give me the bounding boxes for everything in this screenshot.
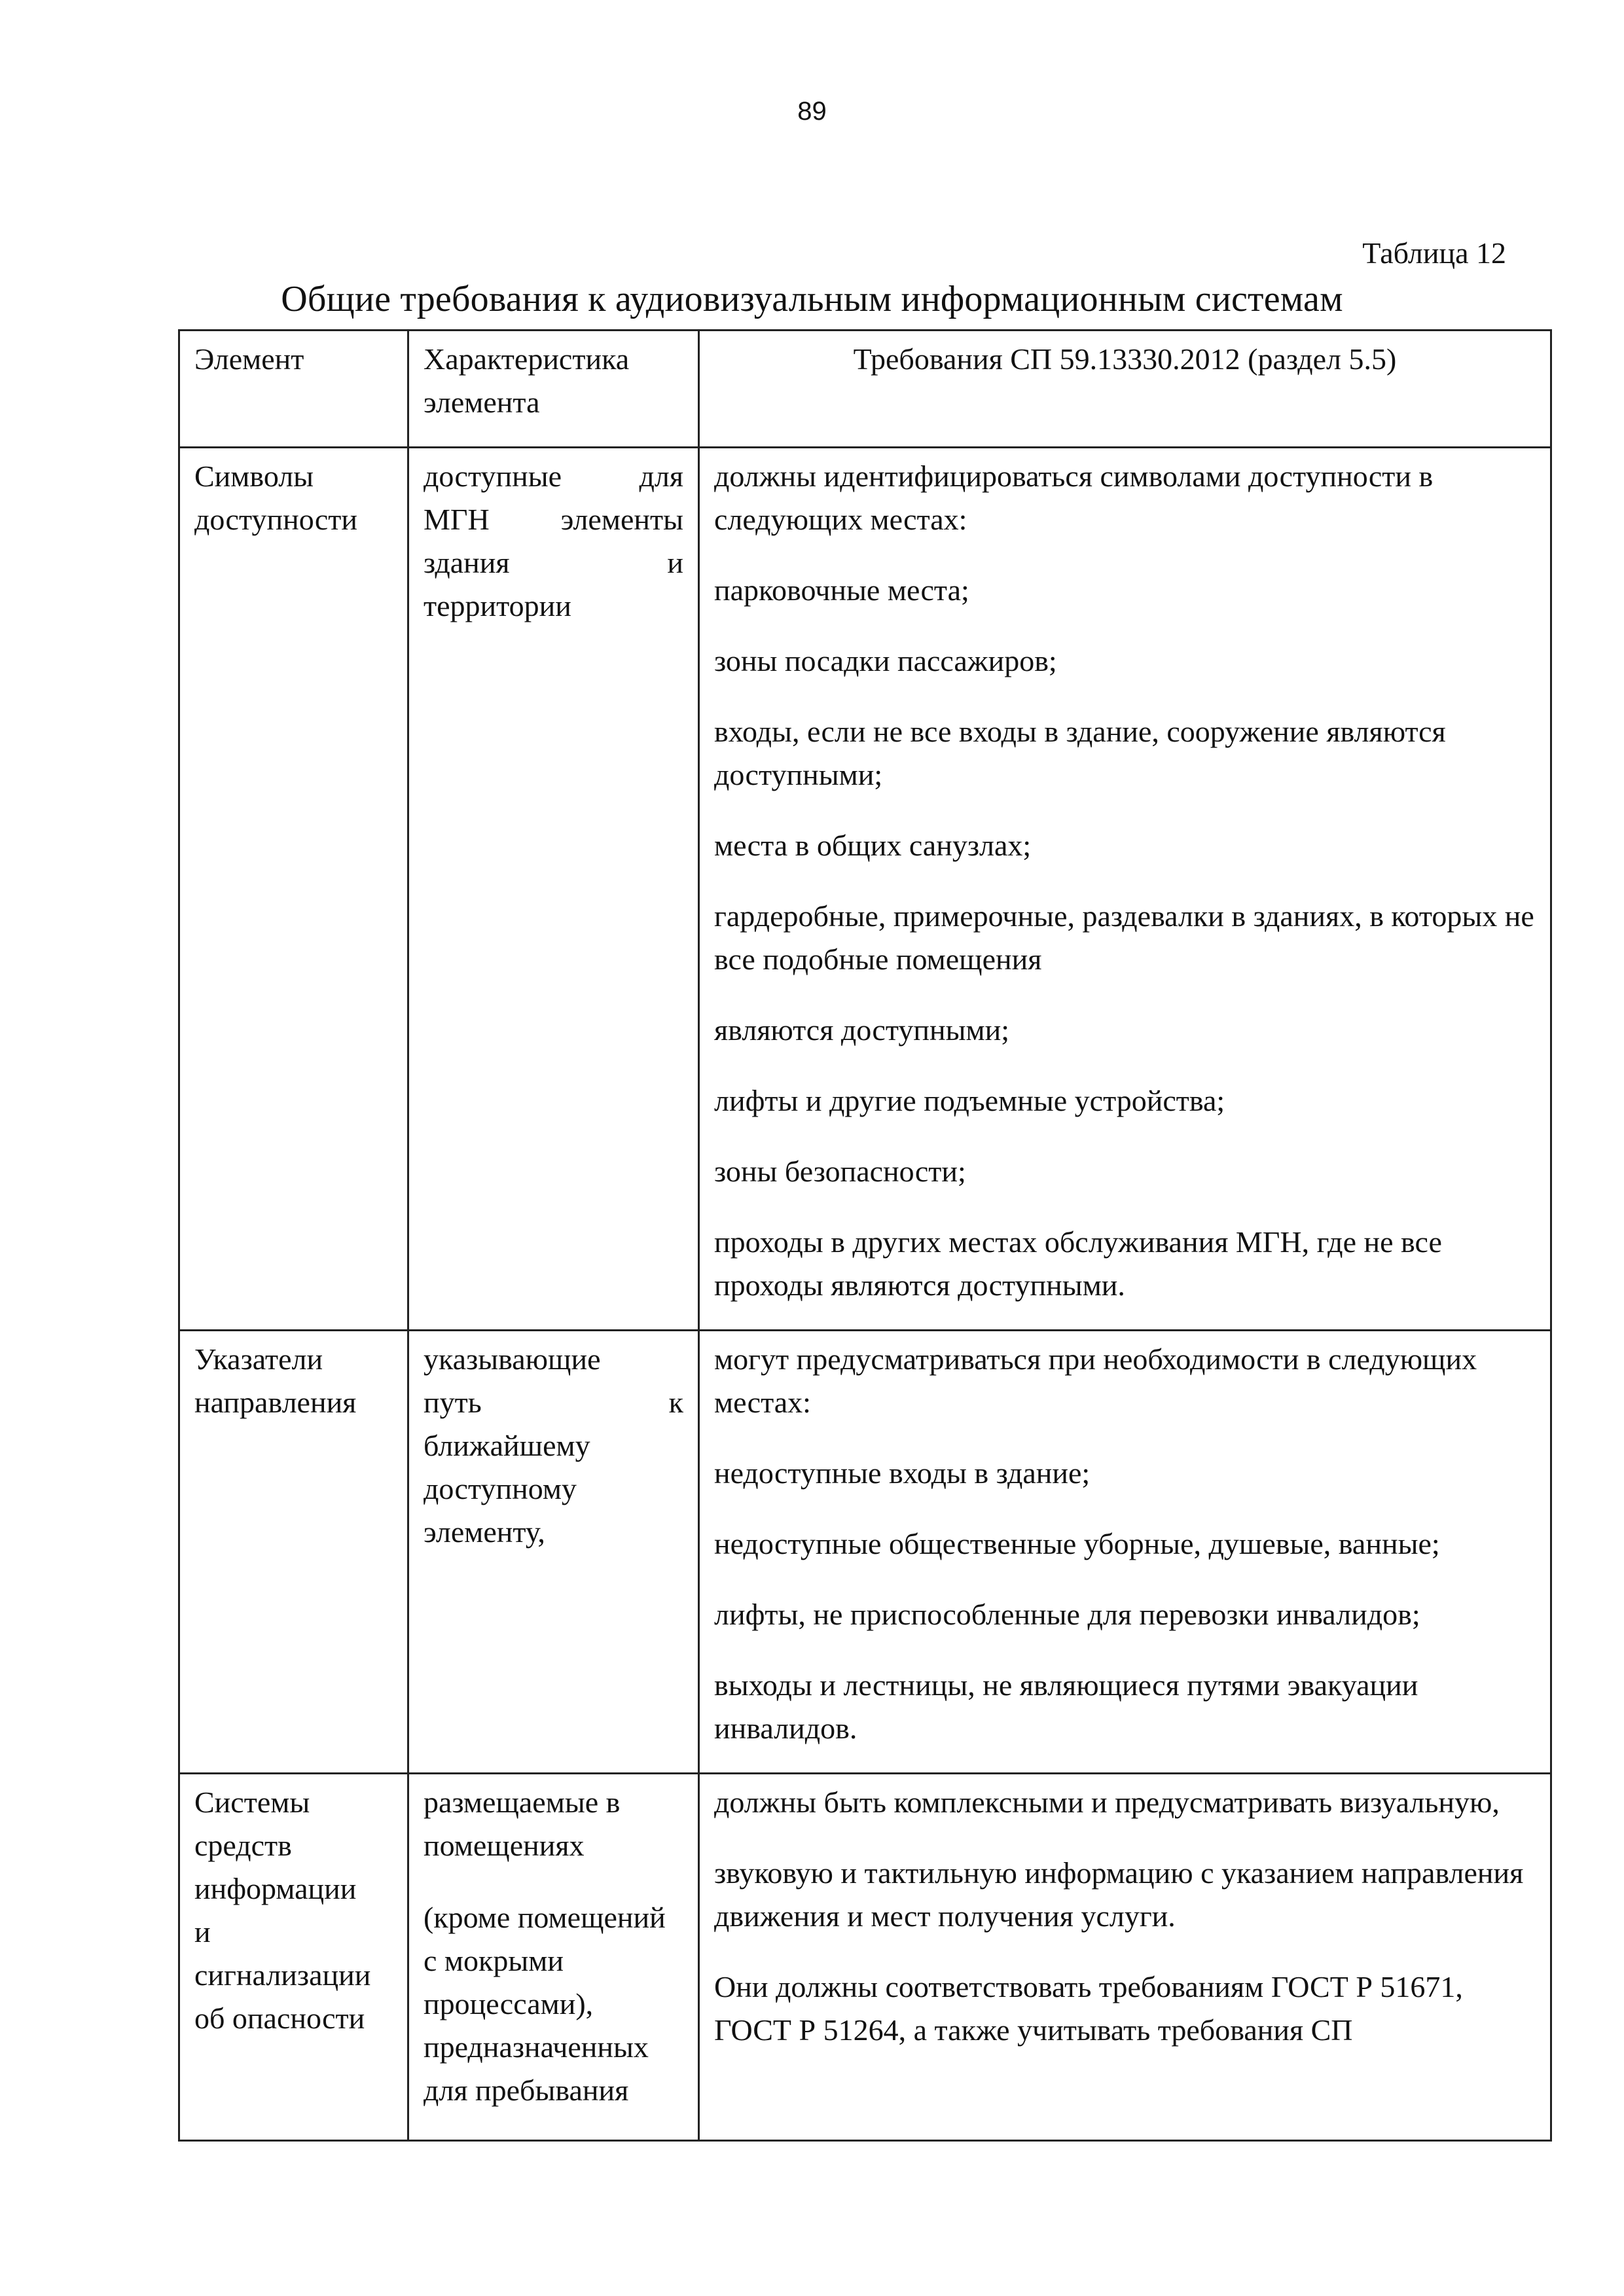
table-title: Общие требования к аудиовизуальным информационным системам <box>281 279 1343 319</box>
element-line: сигнализации <box>194 1958 371 1992</box>
characteristic-line <box>424 498 683 541</box>
element-line: средств <box>194 1829 292 1862</box>
characteristic-line <box>424 541 683 584</box>
header-element: Элемент <box>179 331 408 448</box>
characteristic-line <box>424 1381 683 1424</box>
characteristic-paragraph: (кроме помещений с мокрыми процессами), предназначенных для пребывания <box>424 1901 666 2107</box>
table-header-row <box>179 331 1551 448</box>
table-label: Таблица 12 <box>1362 236 1506 270</box>
table-row <box>179 1774 1551 2141</box>
requirement-item: входы, если не все входы в здание, сооружение являются доступными; <box>714 715 1446 791</box>
characteristic-word: и <box>667 546 683 579</box>
row-characteristic <box>408 448 699 1331</box>
requirement-item: зоны безопасности; <box>714 1155 966 1188</box>
element-line: Системы <box>194 1785 310 1819</box>
requirement-item: Они должны соответствовать требованиям ГОСТ Р 51671, ГОСТ Р 51264, а также учитывать требования СП <box>714 1970 1463 2047</box>
requirement-item: недоступные входы в здание; <box>714 1456 1091 1490</box>
table-row <box>179 448 1551 1331</box>
characteristic-line <box>424 455 683 498</box>
page-number: 89 <box>797 97 827 126</box>
requirement-item: должны быть комплексными и предусматривать визуальную, <box>714 1785 1500 1819</box>
requirement-item: лифты и другие подъемные устройства; <box>714 1084 1225 1117</box>
row-element: Указатели направления <box>179 1331 408 1774</box>
requirement-item: парковочные места; <box>714 573 969 607</box>
characteristic-line: указывающие <box>424 1342 601 1376</box>
requirements-table <box>178 329 1552 2142</box>
element-line: и <box>194 1915 211 1948</box>
characteristic-line: ближайшему <box>424 1429 590 1462</box>
row-requirements <box>699 1331 1551 1774</box>
table-row <box>179 1331 1551 1774</box>
requirement-item: места в общих санузлах; <box>714 829 1032 862</box>
characteristic-word: здания <box>424 546 510 579</box>
characteristic-word: МГН <box>424 503 490 536</box>
characteristic-word: к <box>668 1386 683 1419</box>
requirement-item: звуковую и тактильную информацию с указанием направления движения и мест получения услуги. <box>714 1856 1524 1933</box>
characteristic-word: путь <box>424 1386 482 1419</box>
header-requirements: Требования СП 59.13330.2012 (раздел 5.5) <box>699 331 1551 448</box>
requirement-item: проходы в других местах обслуживания МГН, где не все проходы являются доступными. <box>714 1225 1442 1302</box>
requirement-item: должны идентифицироваться символами доступности в следующих местах: <box>714 459 1434 536</box>
row-characteristic <box>408 1331 699 1774</box>
characteristic-word: для <box>639 459 683 493</box>
row-requirements <box>699 1774 1551 2141</box>
element-line: информации <box>194 1872 357 1905</box>
row-element <box>179 1774 408 2141</box>
requirement-item: недоступные общественные уборные, душевые, ванные; <box>714 1527 1440 1560</box>
requirement-item: зоны посадки пассажиров; <box>714 644 1057 677</box>
characteristic-paragraph: размещаемые в помещениях <box>424 1785 621 1862</box>
requirement-item: гардеробные, примерочные, раздевалки в зданиях, в которых не все подобные помещения <box>714 899 1534 976</box>
requirement-item: выходы и лестницы, не являющиеся путями эвакуации инвалидов. <box>714 1668 1418 1745</box>
requirement-item: лифты, не приспособленные для перевозки инвалидов; <box>714 1598 1420 1631</box>
characteristic-line: элементу, <box>424 1515 545 1549</box>
requirement-item: могут предусматриваться при необходимости в следующих местах: <box>714 1342 1477 1419</box>
element-line: об опасности <box>194 2001 365 2035</box>
characteristic-word: элементы <box>560 503 683 536</box>
characteristic-word: доступные <box>424 459 562 493</box>
header-characteristic: Характеристика элемента <box>408 331 699 448</box>
characteristic-line: территории <box>424 589 571 622</box>
requirement-item: являются доступными; <box>714 1013 1009 1047</box>
row-requirements <box>699 448 1551 1331</box>
row-element: Символы доступности <box>179 448 408 1331</box>
characteristic-line: доступному <box>424 1472 577 1505</box>
row-characteristic <box>408 1774 699 2141</box>
